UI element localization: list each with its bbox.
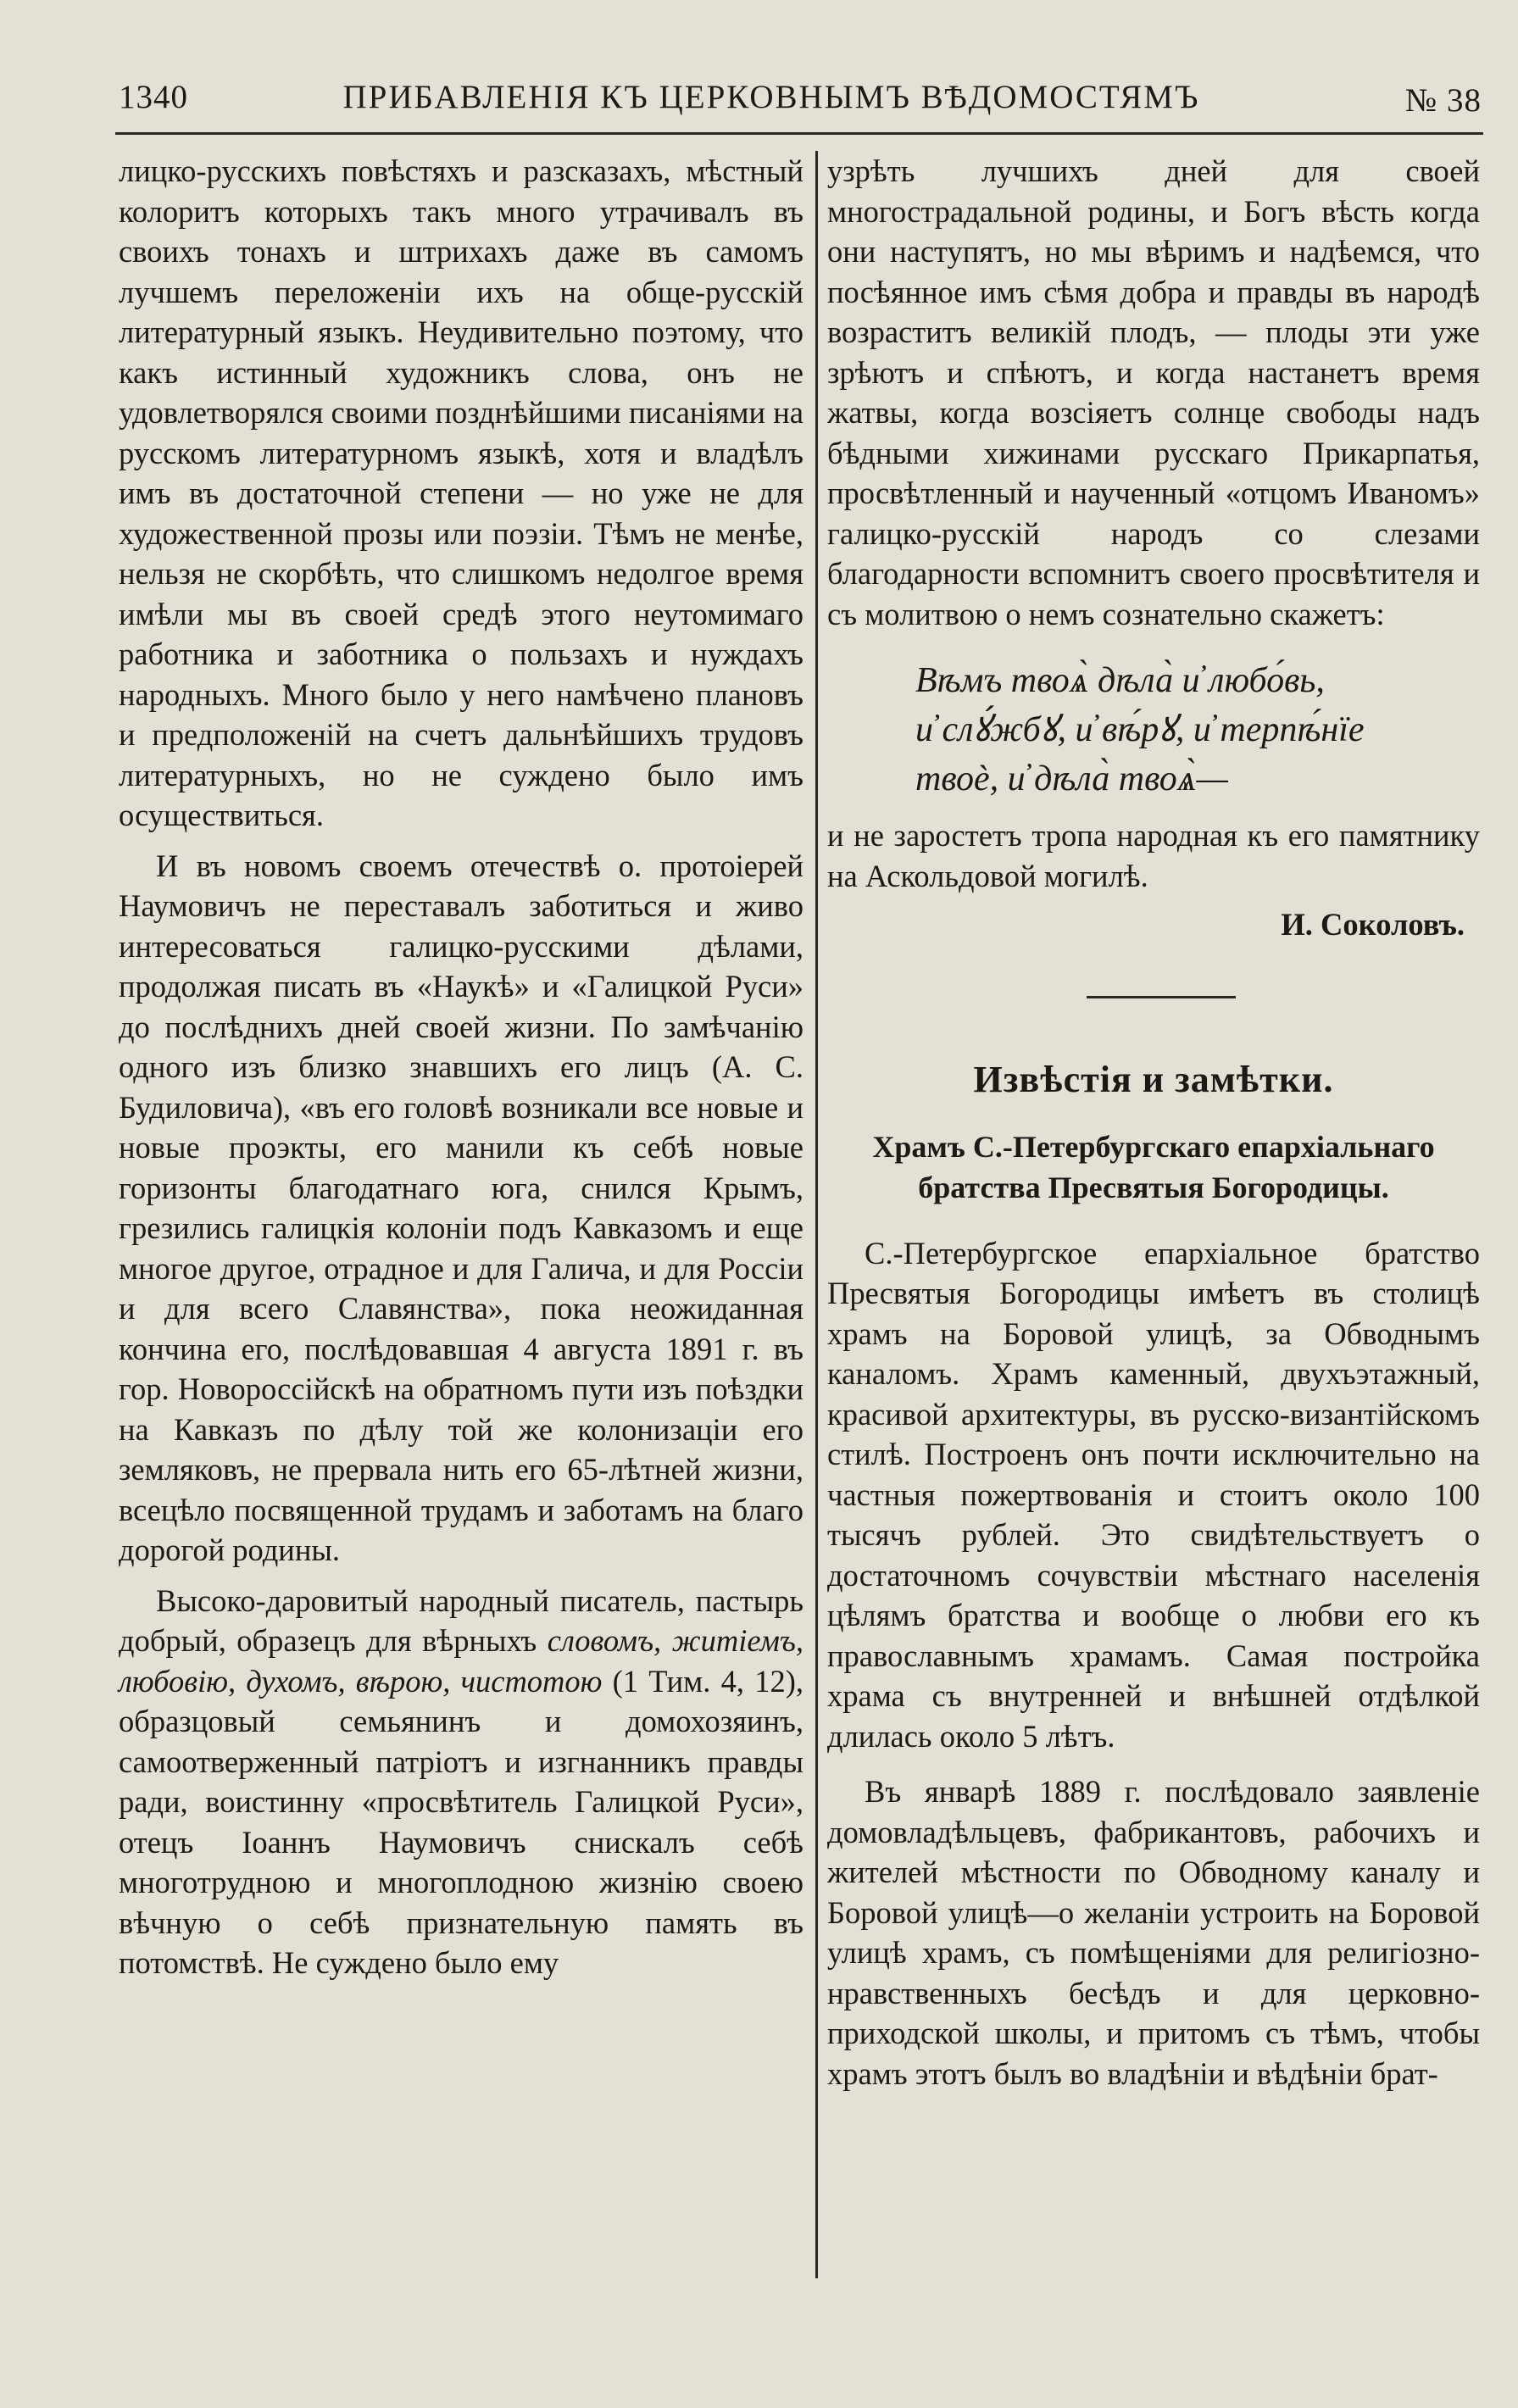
right-paragraph-3: С.-Петербургское епархіальное братство Пресвятыя Богородицы имѣетъ въ столицѣ храмъ на Боровой улицѣ, за Обводнымъ каналомъ. Храмъ каменный, двухъэтажный, красивой архитектуры, въ русско-византійскомъ стилѣ. Построенъ онъ почти исключительно на частныя пожертвованія и стоитъ около 100 тысячъ рублей. Это свидѣтельствуетъ о достаточномъ сочувствіи мѣстнаго населенія цѣлямъ братства и вообще о любви его къ православнымъ храмамъ. Самая постройка храма съ внутренней и внѣшней отдѣлкой длилась около 5 лѣтъ.	[827, 1235, 1480, 1754]
right-paragraph-1: узрѣть лучшихъ дней для своей многострадальной родины, и Богъ вѣсть когда они наступятъ, но мы вѣримъ и надѣемся, что посѣянное имъ сѣмя добра и правды въ народѣ возраститъ великій плодъ, — плоды эти уже зрѣютъ и спѣютъ, и когда настанетъ время жатвы, когда возсіяетъ солнце свободы надъ бѣдными хижинами русскаго Прикарпатья, просвѣтленный и наученный «отцомъ Иваномъ» галицко-русскій народъ со слезами благодарности вспомнитъ своего просвѣтителя и съ молитвою о немъ сознательно скажетъ:	[827, 153, 1480, 631]
left-paragraph-3-end: (1 Тим. 4, 12), образцовый семьянинъ и домохозяинъ, самоотверженный патріотъ и изгнанникъ правды ради, воистинну «просвѣтитель Галицкой Руси», отецъ Іоаннъ Наумовичъ снискалъ себѣ многотрудною и многоплодною жизнію своею вѣчную о себѣ признательную память въ потомствѣ. Не суждено было ему	[119, 1663, 804, 1980]
right-column	[827, 151, 1480, 2094]
section-separator	[1087, 996, 1236, 998]
quote-line-1: Вѣмъ твоѧ̀ дѣла̀ и҆ любо́вь,	[915, 661, 1325, 700]
left-paragraph-3	[119, 1581, 803, 1983]
right-paragraph-4: Въ январѣ 1889 г. послѣдовало заявленіе домовладѣльцевъ, фабрикантовъ, рабочихъ и жителей мѣстности по Обводному каналу и Боровой улицѣ—о желаніи устроить на Боровой улицѣ храмъ, съ помѣщеніями для религіозно-нравственныхъ бесѣдъ и для церковно-приходской школы, и притомъ съ тѣмъ, чтобы храмъ этотъ былъ во владѣніи и вѣдѣніи брат-	[827, 1774, 1480, 2091]
quote-line-3: твоѐ, и҆ дѣла̀ твоѧ̀—	[915, 759, 1228, 798]
page-header	[119, 78, 1482, 131]
left-column	[119, 151, 803, 1983]
left-paragraph-1: лицко-русскихъ повѣстяхъ и разсказахъ, мѣстный колоритъ которыхъ такъ много утрачивалъ въ своихъ тонахъ и штрихахъ даже въ самомъ лучшемъ переложеніи ихъ на обще-русскій литературный языкъ. Неудивительно поэтому, что какъ истинный художникъ слова, онъ не удовлетворялся своими позднѣйшими писаніями на русскомъ литературномъ языкѣ, хотя и владѣлъ имъ въ достаточной степени — но уже не для художественной прозы или поэзіи. Тѣмъ не менѣе, нельзя не скорбѣть, что слишкомъ недолгое время имѣли мы въ своей средѣ этого неутомимаго работника и заботника о пользахъ и нуждахъ народныхъ. Много было у него намѣчено плановъ и предположеній на счетъ дальнѣйшихъ трудовъ литературныхъ, но не суждено было имъ осуществиться.	[119, 153, 803, 832]
running-title: ПРИБАВЛЕНІЯ КЪ ЦЕРКОВНЫМЪ ВѢДОМОСТЯМЪ	[342, 79, 1200, 115]
left-paragraph-2: И въ новомъ своемъ отечествѣ о. протоіерей Наумовичъ не переставалъ заботиться и живо интересоваться галицко-русскими дѣлами, продолжая писать въ «Наукѣ» и «Галицкой Руси» до послѣднихъ дней своей жизни. По замѣчанію одного изъ близко знавшихъ его лицъ (А. С. Будиловича), «въ его головѣ возникали все новые и новые проэкты, его манили къ себѣ новые горизонты благодатнаго юга, снился Крымъ, грезились галицкія колоніи подъ Кавказомъ и еще многое другое, отрадное и для Галича, и для Россіи и для всего Славянства», пока неожиданная кончина его, послѣдовавшая 4 августа 1891 г. въ гор. Новороссійскѣ на обратномъ пути изъ поѣздки на Кавказъ по дѣлу той же колонизаціи его земляковъ, не прервала нить его 65-лѣтней жизни, всецѣло посвященной трудамъ и заботамъ на благо дорогой родины.	[119, 848, 803, 1567]
section-title: Извѣстія и замѣтки.	[973, 1058, 1334, 1100]
left-paragraph-3-start: Высоко-даровитый народный писатель, пастырь добрый, образецъ для вѣрныхъ	[119, 1582, 803, 1658]
right-paragraph-2: и не заростетъ тропа народная къ его памятнику на Аскольдовой могилѣ.	[827, 818, 1480, 893]
scripture-italic: словомъ, житіемъ, любовію, духомъ, вѣрою, чистотою	[119, 1623, 803, 1699]
page-number: 1340	[119, 79, 188, 115]
article-subheading: Храмъ С.-Петербургскаго епархіальнаго братства Пресвятыя Богородицы.	[872, 1129, 1435, 1204]
issue-number: № 38	[1405, 82, 1482, 119]
author-signature: И. Соколовъ.	[1281, 907, 1465, 942]
column-divider	[815, 151, 818, 2278]
quote-line-2: и҆ слꙋ́жбꙋ, и҆ вѣ́рꙋ, и҆ терпѣ́нїе	[915, 710, 1365, 749]
slavonic-quote	[827, 656, 1480, 804]
header-rule	[115, 132, 1483, 135]
